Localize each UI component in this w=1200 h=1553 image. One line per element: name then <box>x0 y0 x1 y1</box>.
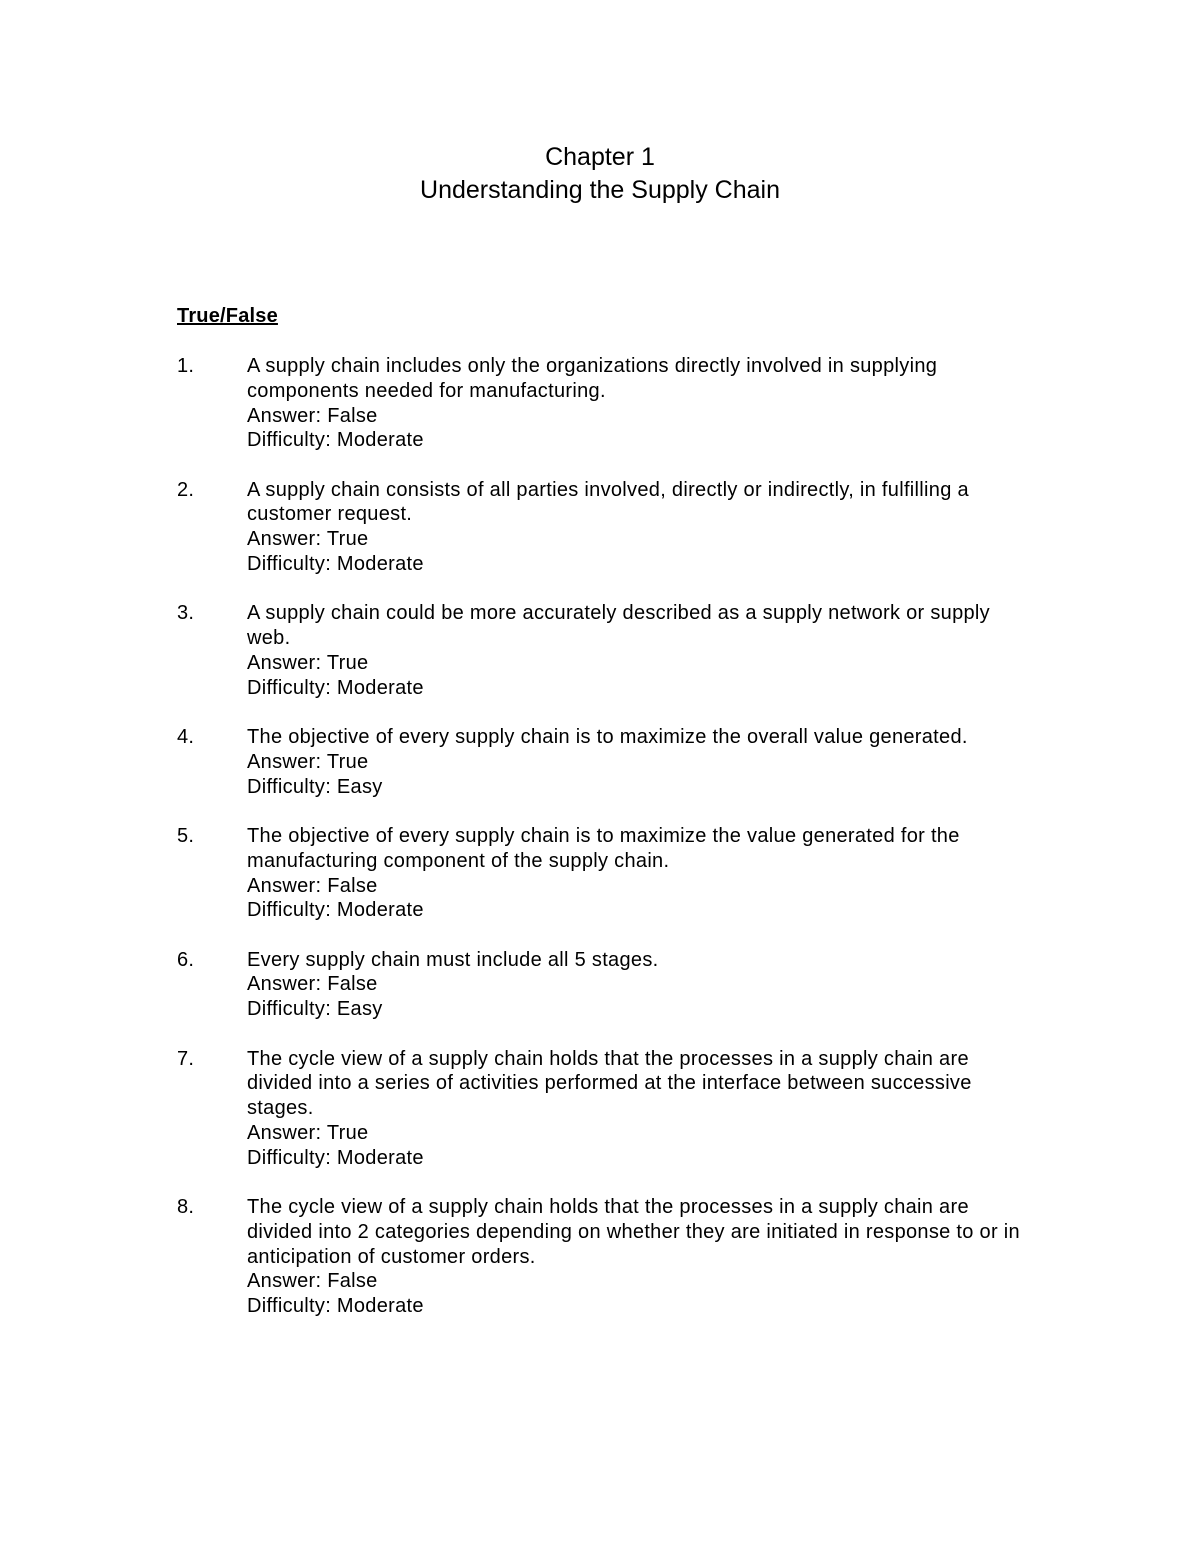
question-body <box>247 948 1037 1022</box>
question-answer: Answer: False <box>247 874 378 897</box>
chapter-number: Chapter 1 <box>545 143 655 171</box>
question-number: 2. <box>177 478 195 501</box>
question-item <box>177 948 1037 1022</box>
question-number: 7. <box>177 1047 195 1070</box>
question-text: A supply chain could be more accurately described as a supply network or supply web. <box>247 602 990 650</box>
chapter-title: Understanding the Supply Chain <box>420 176 780 204</box>
question-number: 3. <box>177 602 195 625</box>
section-heading: True/False <box>177 305 278 327</box>
question-number: 8. <box>177 1196 195 1219</box>
question-body <box>247 824 1037 923</box>
question-item <box>177 1195 1037 1319</box>
question-difficulty: Difficulty: Moderate <box>247 1295 424 1318</box>
question-item <box>177 601 1037 700</box>
question-answer: Answer: False <box>247 973 378 996</box>
question-answer: Answer: True <box>247 1121 369 1144</box>
question-text: A supply chain consists of all parties involved, directly or indirectly, in fulfilling a customer request. <box>247 478 969 526</box>
question-text: A supply chain includes only the organizations directly involved in supplying components needed for manufacturing. <box>247 355 938 402</box>
question-list <box>177 354 1037 1344</box>
question-item <box>177 725 1037 799</box>
question-number: 6. <box>177 948 195 971</box>
title-block <box>0 141 1200 207</box>
question-difficulty: Difficulty: Easy <box>247 998 383 1021</box>
question-body <box>247 601 1037 700</box>
question-difficulty: Difficulty: Easy <box>247 775 383 798</box>
question-difficulty: Difficulty: Moderate <box>247 553 424 576</box>
question-difficulty: Difficulty: Moderate <box>247 1146 424 1169</box>
question-answer: Answer: False <box>247 1270 378 1293</box>
question-text: Every supply chain must include all 5 stages. <box>247 948 659 971</box>
question-text: The objective of every supply chain is to maximize the overall value generated. <box>247 726 968 749</box>
question-text: The cycle view of a supply chain holds that the processes in a supply chain are divided into 2 categories depending on whether they are initiated in response to or in anticipation of customer orders. <box>247 1196 1020 1268</box>
question-text: The cycle view of a supply chain holds that the processes in a supply chain are divided into a series of activities performed at the interface between successive stages. <box>247 1047 972 1120</box>
question-body <box>247 354 1037 453</box>
question-body <box>247 725 1037 799</box>
question-body <box>247 1195 1037 1319</box>
question-item <box>177 1047 1037 1171</box>
question-number: 5. <box>177 824 195 847</box>
question-difficulty: Difficulty: Moderate <box>247 676 424 699</box>
question-item <box>177 824 1037 923</box>
question-number: 1. <box>177 355 195 377</box>
question-answer: Answer: True <box>247 528 369 551</box>
question-body <box>247 478 1037 577</box>
question-answer: Answer: True <box>247 750 369 773</box>
question-body <box>247 1047 1037 1171</box>
question-answer: Answer: False <box>247 404 378 427</box>
question-answer: Answer: True <box>247 651 369 674</box>
question-item <box>177 478 1037 577</box>
question-number: 4. <box>177 726 195 749</box>
question-item <box>177 354 1037 453</box>
question-difficulty: Difficulty: Moderate <box>247 429 424 452</box>
question-text: The objective of every supply chain is to maximize the value generated for the manufacturing component of the supply chain. <box>247 824 960 872</box>
question-difficulty: Difficulty: Moderate <box>247 899 424 922</box>
